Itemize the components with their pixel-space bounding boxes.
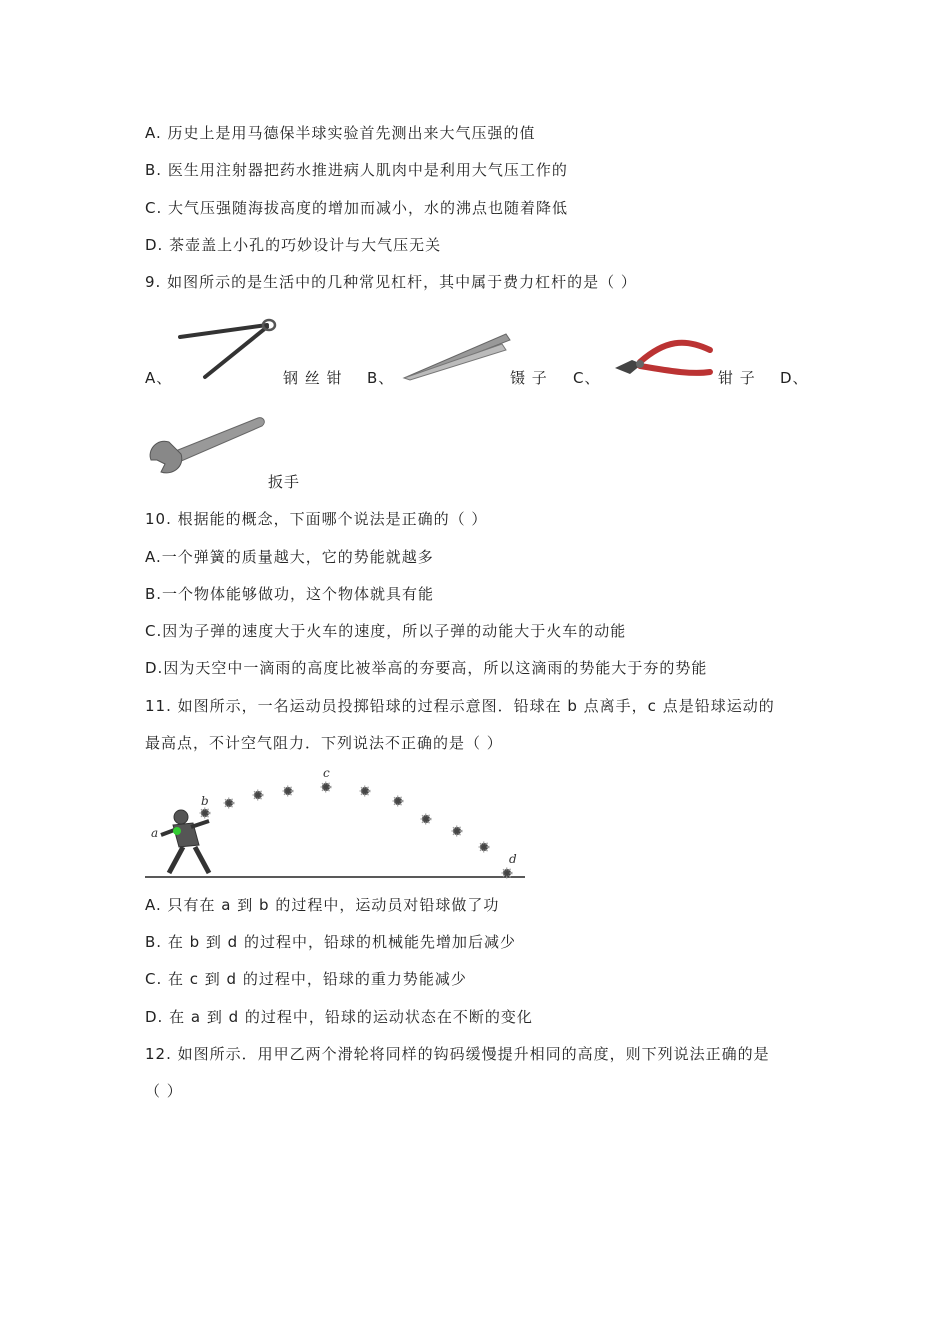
q11-option-d: D. 在 a 到 d 的过程中，铅球的运动状态在不断的变化 bbox=[145, 1008, 533, 1026]
q10-option-a: A.一个弹簧的质量越大，它的势能就越多 bbox=[145, 548, 434, 566]
athlete-figure bbox=[161, 810, 209, 873]
tongs-icon bbox=[175, 315, 285, 385]
wrench-icon bbox=[143, 410, 268, 480]
q8-option-c: C. 大气压强随海拔高度的增加而减小，水的沸点也随着降低 bbox=[145, 199, 569, 217]
q10-stem: 10. 根据能的概念，下面哪个说法是正确的（ ） bbox=[145, 510, 488, 528]
ball-d bbox=[503, 869, 511, 877]
q8-option-b: B. 医生用注射器把药水推进病人肌肉中是利用大气压工作的 bbox=[145, 161, 568, 179]
label-c: c bbox=[323, 766, 330, 780]
shot-put-trajectory-figure bbox=[143, 765, 528, 880]
q12-stem-line2: （ ） bbox=[145, 1082, 183, 1100]
q9-choice-d-name: 扳手 bbox=[268, 473, 301, 491]
ball-10 bbox=[480, 843, 488, 851]
q11-option-c: C. 在 c 到 d 的过程中，铅球的重力势能减少 bbox=[145, 970, 467, 988]
ball-4 bbox=[284, 787, 292, 795]
q9-choice-d-letter: D、 bbox=[780, 369, 809, 387]
q11-stem-line2: 最高点，不计空气阻力．下列说法不正确的是（ ） bbox=[145, 734, 503, 752]
ball-7 bbox=[394, 797, 402, 805]
q11-option-a: A. 只有在 a 到 b 的过程中，运动员对铅球做了功 bbox=[145, 896, 500, 914]
q10-option-c: C.因为子弹的速度大于火车的速度，所以子弹的动能大于火车的动能 bbox=[145, 622, 627, 640]
q10-option-b: B.一个物体能够做功，这个物体就具有能 bbox=[145, 585, 435, 603]
q11-stem-line1: 11. 如图所示，一名运动员投掷铅球的过程示意图．铅球在 b 点离手，c 点是铅球运动的 bbox=[145, 697, 775, 715]
label-a: a bbox=[151, 826, 159, 840]
q10-option-d: D.因为天空中一滴雨的高度比被举高的夯要高，所以这滴雨的势能大于夯的势能 bbox=[145, 659, 708, 677]
q8-option-d: D. 茶壶盖上小孔的巧妙设计与大气压无关 bbox=[145, 236, 442, 254]
pliers-icon bbox=[610, 330, 715, 385]
q11-option-b: B. 在 b 到 d 的过程中，铅球的机械能先增加后减少 bbox=[145, 933, 516, 951]
q9-choice-b-letter: B、 bbox=[367, 369, 395, 387]
ball-6 bbox=[361, 787, 369, 795]
ball-2 bbox=[225, 799, 233, 807]
q12-stem-line1: 12. 如图所示．用甲乙两个滑轮将同样的钩码缓慢提升相同的高度，则下列说法正确的是 bbox=[145, 1045, 770, 1063]
label-d: d bbox=[509, 852, 517, 866]
ball-3 bbox=[254, 791, 262, 799]
ball-c bbox=[322, 783, 330, 791]
label-b: b bbox=[201, 794, 209, 808]
q9-choice-c-letter: C、 bbox=[573, 369, 601, 387]
q9-choice-a-name: 钢 丝 钳 bbox=[283, 369, 343, 387]
q9-choice-a-letter: A、 bbox=[145, 369, 173, 387]
q9-choice-c-name: 钳 子 bbox=[718, 369, 756, 387]
ball-8 bbox=[422, 815, 430, 823]
tweezers-icon bbox=[402, 330, 512, 382]
q9-choice-b-name: 镊 子 bbox=[510, 369, 548, 387]
q8-option-a: A. 历史上是用马德保半球实验首先测出来大气压强的值 bbox=[145, 124, 536, 142]
q9-stem: 9. 如图所示的是生活中的几种常见杠杆，其中属于费力杠杆的是（ ） bbox=[145, 273, 637, 291]
shot-put-positions bbox=[201, 783, 511, 877]
ball-9 bbox=[453, 827, 461, 835]
ball-b bbox=[201, 809, 209, 817]
